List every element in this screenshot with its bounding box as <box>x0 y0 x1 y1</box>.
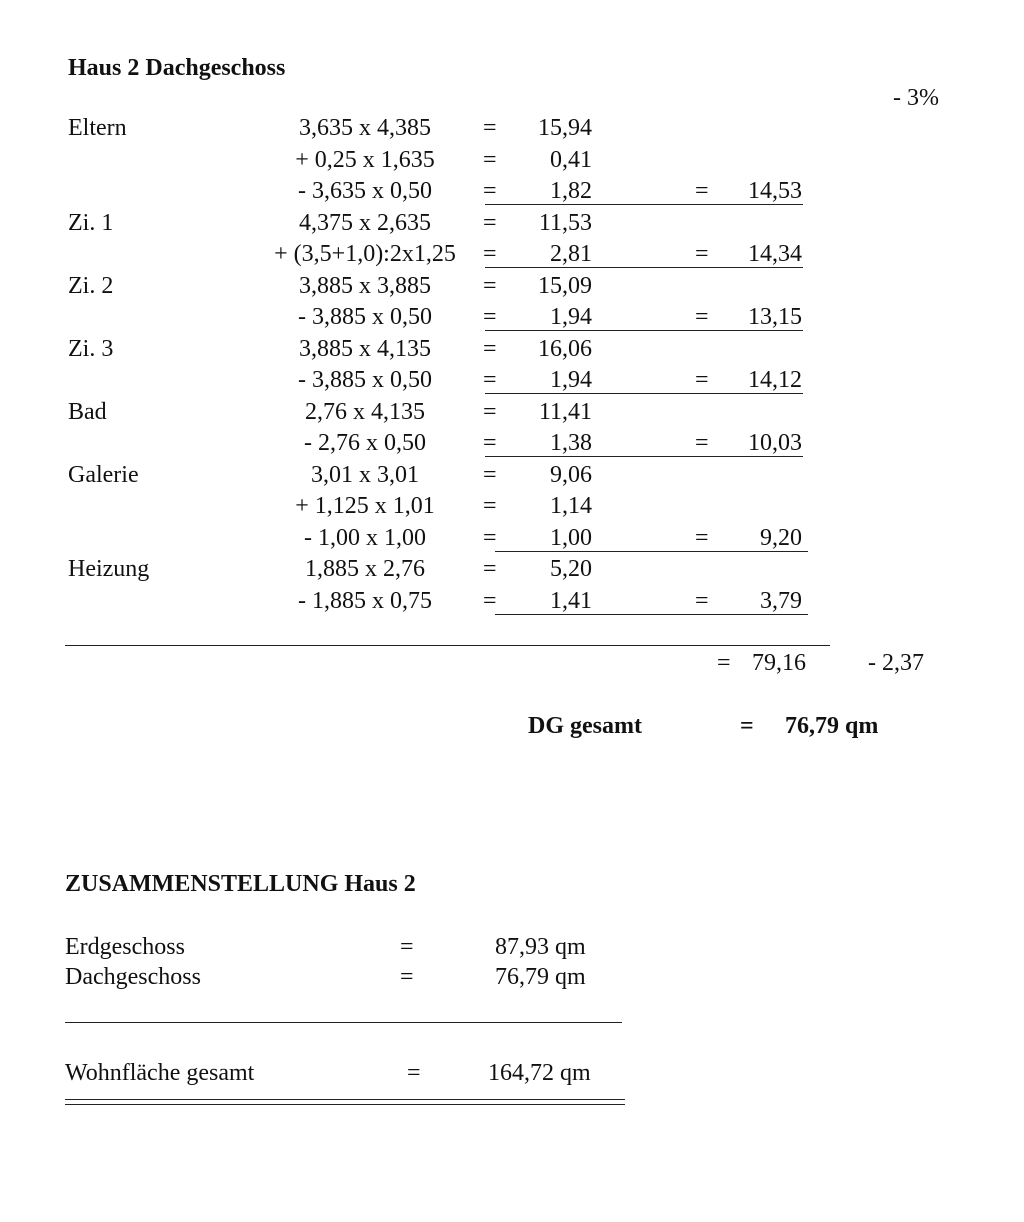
room-label: Galerie <box>68 461 139 488</box>
double-underline-top <box>65 1099 625 1100</box>
sum-divider <box>65 645 830 646</box>
partial-value: 1,82 <box>550 178 592 204</box>
subtotal-underline <box>485 330 803 331</box>
table-row <box>0 114 1024 142</box>
equals-sign: = <box>483 587 497 614</box>
room-total: 10,03 <box>748 430 802 456</box>
room-total: 13,15 <box>748 304 802 330</box>
total-value: 164,72 qm <box>488 1060 591 1086</box>
table-row <box>0 177 1024 205</box>
subtotal-underline <box>485 267 803 268</box>
table-row <box>0 587 1024 615</box>
partial-value: 1,94 <box>550 367 592 393</box>
table-row <box>0 366 1024 394</box>
formula: - 3,635 x 0,50 <box>298 178 432 204</box>
subtotal-underline <box>495 551 808 552</box>
table-row <box>0 209 1024 237</box>
room-label: Zi. 2 <box>68 272 114 299</box>
summary-equals: = <box>400 964 414 990</box>
dg-total-equals: = <box>740 713 754 739</box>
summary-equals: = <box>400 934 414 960</box>
partial-value: 16,06 <box>538 335 592 362</box>
room-total: 14,53 <box>748 178 802 204</box>
document-title: Haus 2 Dachgeschoss <box>68 55 286 81</box>
room-total: 14,12 <box>748 367 802 393</box>
dg-total-value: 76,79 qm <box>785 713 879 739</box>
formula: 1,885 x 2,76 <box>305 556 425 582</box>
total-equals-sign: = <box>695 587 709 614</box>
subtotal-underline <box>485 204 803 205</box>
equals-sign: = <box>483 272 497 299</box>
partial-value: 1,94 <box>550 304 592 330</box>
formula: - 1,00 x 1,00 <box>304 524 426 551</box>
total-equals-sign: = <box>695 304 709 330</box>
total-equals: = <box>407 1060 421 1086</box>
total-equals-sign: = <box>695 241 709 267</box>
partial-value: 1,14 <box>550 493 592 519</box>
table-row <box>0 492 1024 520</box>
equals-sign: = <box>483 146 497 173</box>
room-total: 3,79 <box>760 587 802 614</box>
room-label: Zi. 3 <box>68 335 114 362</box>
formula: 3,01 x 3,01 <box>311 461 419 488</box>
partial-value: 1,41 <box>550 587 592 614</box>
formula: + 1,125 x 1,01 <box>295 493 435 519</box>
partial-value: 15,94 <box>538 115 592 141</box>
room-total: 9,20 <box>760 524 802 551</box>
summary-title: ZUSAMMENSTELLUNG Haus 2 <box>65 871 416 897</box>
room-label: Bad <box>68 398 107 425</box>
partial-value: 5,20 <box>550 556 592 582</box>
room-label: Eltern <box>68 115 127 141</box>
sum-equals: = <box>717 650 731 676</box>
equals-sign: = <box>483 461 497 488</box>
formula: + 0,25 x 1,635 <box>295 146 435 173</box>
summary-value-dachgeschoss: 76,79 qm <box>495 964 586 990</box>
total-equals-sign: = <box>695 367 709 393</box>
table-row <box>0 146 1024 174</box>
formula: - 2,76 x 0,50 <box>304 430 426 456</box>
total-equals-sign: = <box>695 524 709 551</box>
subtotal-underline <box>495 614 808 615</box>
partial-value: 11,53 <box>538 209 592 236</box>
equals-sign: = <box>483 398 497 425</box>
formula: 3,635 x 4,385 <box>299 115 431 141</box>
equals-sign: = <box>483 556 497 582</box>
partial-value: 9,06 <box>550 461 592 488</box>
room-total: 14,34 <box>748 241 802 267</box>
subtotal-underline <box>485 456 803 457</box>
formula: 3,885 x 4,135 <box>299 335 431 362</box>
summary-label-dachgeschoss: Dachgeschoss <box>65 964 201 990</box>
equals-sign: = <box>483 304 497 330</box>
summary-value-erdgeschoss: 87,93 qm <box>495 934 586 960</box>
equals-sign: = <box>483 430 497 456</box>
formula: 4,375 x 2,635 <box>299 209 431 236</box>
equals-sign: = <box>483 367 497 393</box>
reduction-label: - 3% <box>893 85 939 111</box>
formula: - 3,885 x 0,50 <box>298 304 432 330</box>
formula: + (3,5+1,0):2x1,25 <box>274 241 456 267</box>
total-equals-sign: = <box>695 430 709 456</box>
formula: 3,885 x 3,885 <box>299 272 431 299</box>
equals-sign: = <box>483 178 497 204</box>
room-label: Zi. 1 <box>68 209 114 236</box>
partial-value: 15,09 <box>538 272 592 299</box>
table-row <box>0 524 1024 552</box>
table-row <box>0 398 1024 426</box>
table-row <box>0 555 1024 583</box>
formula: 2,76 x 4,135 <box>305 398 425 425</box>
room-label: Heizung <box>68 556 150 582</box>
equals-sign: = <box>483 115 497 141</box>
equals-sign: = <box>483 335 497 362</box>
table-row <box>0 461 1024 489</box>
sum-value: 79,16 <box>752 650 806 676</box>
table-row <box>0 429 1024 457</box>
table-row <box>0 335 1024 363</box>
partial-value: 2,81 <box>550 241 592 267</box>
table-row <box>0 272 1024 300</box>
table-row <box>0 240 1024 268</box>
equals-sign: = <box>483 209 497 236</box>
summary-label-erdgeschoss: Erdgeschoss <box>65 934 185 960</box>
double-underline-bottom <box>65 1104 625 1105</box>
partial-value: 1,38 <box>550 430 592 456</box>
equals-sign: = <box>483 493 497 519</box>
equals-sign: = <box>483 241 497 267</box>
total-equals-sign: = <box>695 178 709 204</box>
partial-value: 0,41 <box>550 146 592 173</box>
summary-divider <box>65 1022 622 1023</box>
formula: - 1,885 x 0,75 <box>298 587 432 614</box>
partial-value: 11,41 <box>538 398 592 425</box>
subtotal-underline <box>485 393 803 394</box>
sum-deduction: - 2,37 <box>868 650 924 676</box>
partial-value: 1,00 <box>550 524 592 551</box>
total-label: Wohnfläche gesamt <box>65 1060 255 1086</box>
dg-total-label: DG gesamt <box>528 713 642 739</box>
table-row <box>0 303 1024 331</box>
equals-sign: = <box>483 524 497 551</box>
formula: - 3,885 x 0,50 <box>298 367 432 393</box>
